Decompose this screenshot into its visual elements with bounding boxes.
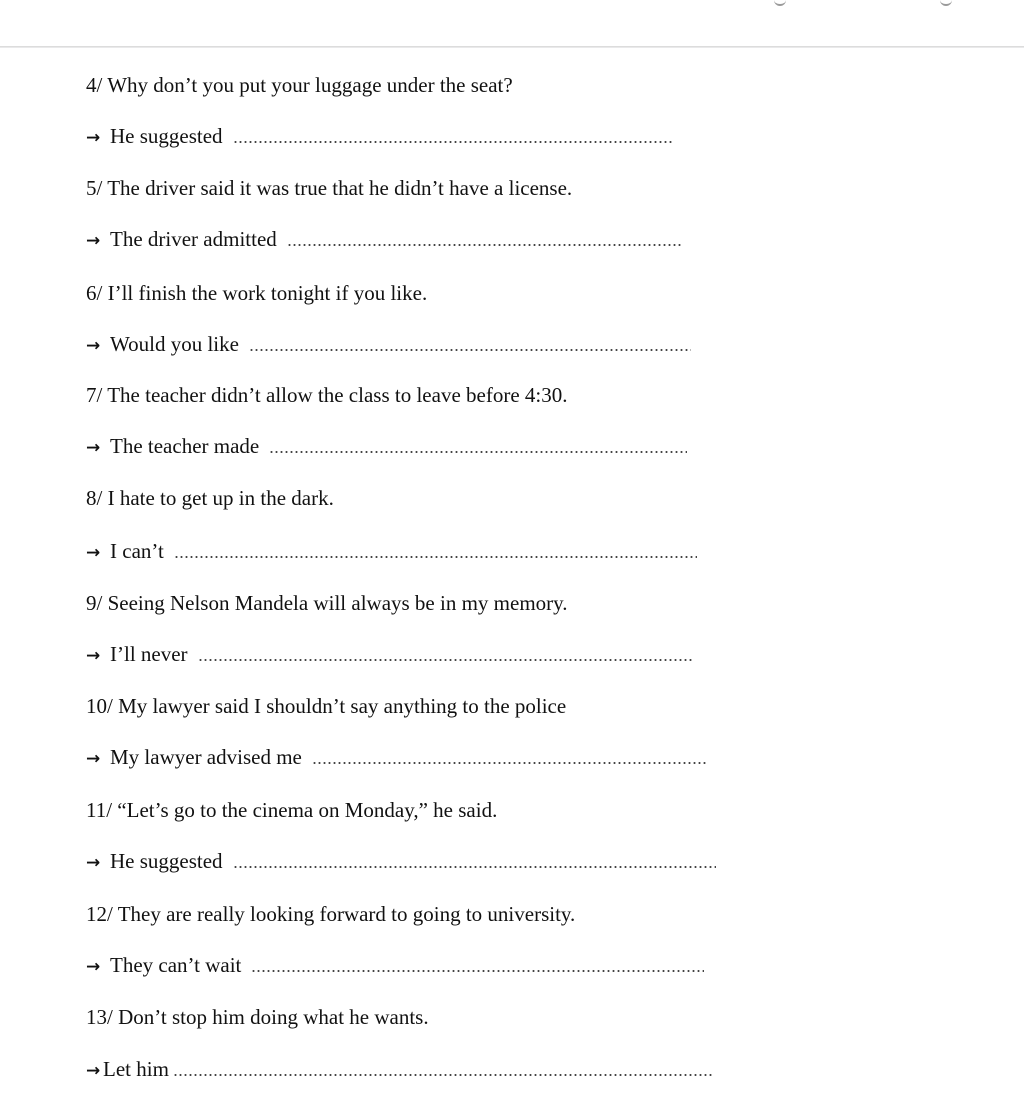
answer-blank[interactable] xyxy=(174,555,697,559)
toolbar-icon-left xyxy=(774,0,786,6)
question-8 xyxy=(86,485,334,511)
answer-blank[interactable] xyxy=(269,450,687,454)
answer-line-11 xyxy=(86,848,716,876)
arrow-icon: → xyxy=(86,646,101,666)
answer-blank[interactable] xyxy=(287,243,682,247)
question-text: 4/ Why don’t you put your luggage under the seat? xyxy=(86,73,513,97)
answer-blank[interactable] xyxy=(249,348,691,352)
answer-prompt: Would you like xyxy=(110,332,239,356)
question-text: 5/ The driver said it was true that he didn’t have a license. xyxy=(86,176,573,200)
answer-prompt: Let him xyxy=(103,1057,169,1081)
question-4 xyxy=(86,72,513,98)
question-6 xyxy=(86,280,427,306)
answer-blank[interactable] xyxy=(251,969,704,973)
arrow-icon: → xyxy=(86,957,101,977)
answer-line-6 xyxy=(86,331,691,359)
arrow-icon: → xyxy=(86,336,101,356)
arrow-icon: → xyxy=(86,1061,101,1081)
question-text: 11/ “Let’s go to the cinema on Monday,” he said. xyxy=(86,798,498,822)
answer-prompt: He suggested xyxy=(110,849,223,873)
answer-blank[interactable] xyxy=(233,865,716,869)
answer-line-4 xyxy=(86,123,673,151)
answer-blank[interactable] xyxy=(173,1073,713,1077)
answer-blank[interactable] xyxy=(233,140,673,144)
question-text: 12/ They are really looking forward to going to university. xyxy=(86,902,576,926)
question-text: 13/ Don’t stop him doing what he wants. xyxy=(86,1005,429,1029)
question-13 xyxy=(86,1004,429,1030)
question-7 xyxy=(86,382,567,408)
arrow-icon: → xyxy=(86,128,101,148)
viewer-toolbar xyxy=(0,0,1024,47)
answer-line-12 xyxy=(86,952,704,980)
answer-prompt: They can’t wait xyxy=(110,953,242,977)
question-11 xyxy=(86,797,497,823)
answer-prompt: The teacher made xyxy=(110,434,260,458)
question-10 xyxy=(86,693,566,719)
question-text: 7/ The teacher didn’t allow the class to leave before 4:30. xyxy=(86,383,568,407)
answer-line-13 xyxy=(86,1056,713,1084)
question-5 xyxy=(86,175,572,201)
answer-prompt: I can’t xyxy=(110,539,164,563)
question-12 xyxy=(86,901,575,927)
arrow-icon: → xyxy=(86,853,101,873)
arrow-icon: → xyxy=(86,543,101,563)
answer-prompt: My lawyer advised me xyxy=(110,745,302,769)
question-text: 10/ My lawyer said I shouldn’t say anything to the police xyxy=(86,694,567,718)
answer-line-10 xyxy=(86,744,707,772)
arrow-icon: → xyxy=(86,438,101,458)
answer-prompt: I’ll never xyxy=(110,642,188,666)
answer-prompt: He suggested xyxy=(110,124,223,148)
answer-line-5 xyxy=(86,226,682,254)
answer-blank[interactable] xyxy=(198,658,693,662)
toolbar-icon-right xyxy=(940,0,952,6)
answer-prompt: The driver admitted xyxy=(110,227,277,251)
question-text: 8/ I hate to get up in the dark. xyxy=(86,486,334,510)
answer-line-8 xyxy=(86,538,697,566)
arrow-icon: → xyxy=(86,231,101,251)
question-text: 9/ Seeing Nelson Mandela will always be in my memory. xyxy=(86,591,568,615)
answer-line-9 xyxy=(86,641,693,669)
answer-line-7 xyxy=(86,433,687,461)
question-text: 6/ I’ll finish the work tonight if you like. xyxy=(86,281,428,305)
question-9 xyxy=(86,590,568,616)
document-page xyxy=(0,48,1024,1099)
answer-blank[interactable] xyxy=(312,761,707,765)
arrow-icon: → xyxy=(86,749,101,769)
